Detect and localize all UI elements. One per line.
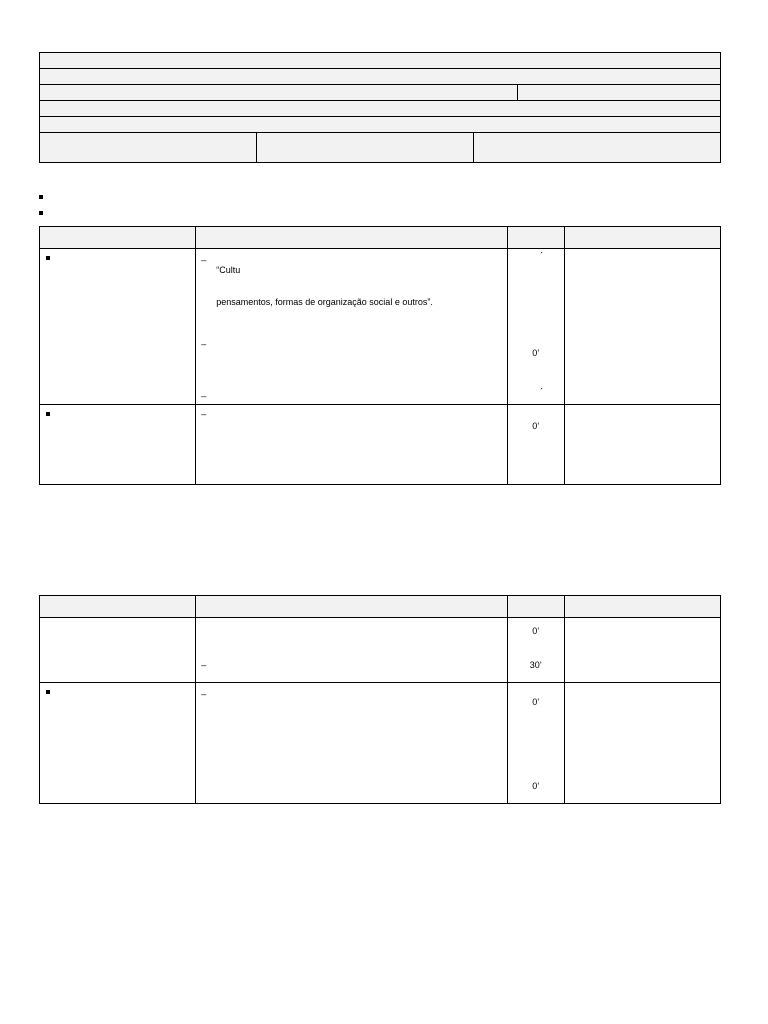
dash-marker: – xyxy=(201,660,207,670)
dash-marker: – xyxy=(201,339,207,349)
header-row-1 xyxy=(40,53,720,69)
bullet-marker xyxy=(39,211,43,215)
header-row-3 xyxy=(40,85,720,101)
dash-marker: – xyxy=(201,255,207,265)
dash-marker: – xyxy=(201,409,207,419)
time-value: 0’ xyxy=(532,421,540,431)
table-row xyxy=(40,405,721,485)
body-text: pensamentos, formas de organização social e outros”. xyxy=(216,297,433,307)
bullet-icon xyxy=(46,690,50,694)
time-value: 0’ xyxy=(532,697,540,707)
bullet-icon xyxy=(46,412,50,416)
bullet-marker xyxy=(39,195,43,199)
activity-table-2 xyxy=(39,595,721,804)
table-header-row xyxy=(40,227,721,249)
time-value: 0’ xyxy=(532,626,540,636)
table-row xyxy=(40,618,721,683)
table-header-row xyxy=(40,596,721,618)
time-mark: ´ xyxy=(540,387,544,397)
header-form xyxy=(39,52,721,163)
quote-text: “Cultu xyxy=(216,265,241,275)
header-row-2 xyxy=(40,69,720,85)
header-row-5 xyxy=(40,117,720,133)
bullet-icon xyxy=(46,256,50,260)
dash-marker: – xyxy=(201,391,207,401)
time-value: 0’ xyxy=(532,781,540,791)
header-row-6 xyxy=(40,133,720,162)
activity-table-1 xyxy=(39,226,721,485)
time-value: 30’ xyxy=(529,660,542,670)
table-row xyxy=(40,683,721,804)
time-value: 0’ xyxy=(532,348,540,358)
table-row xyxy=(40,249,721,405)
time-mark: ´ xyxy=(540,251,544,261)
header-row-4 xyxy=(40,101,720,117)
dash-marker: – xyxy=(201,689,207,699)
